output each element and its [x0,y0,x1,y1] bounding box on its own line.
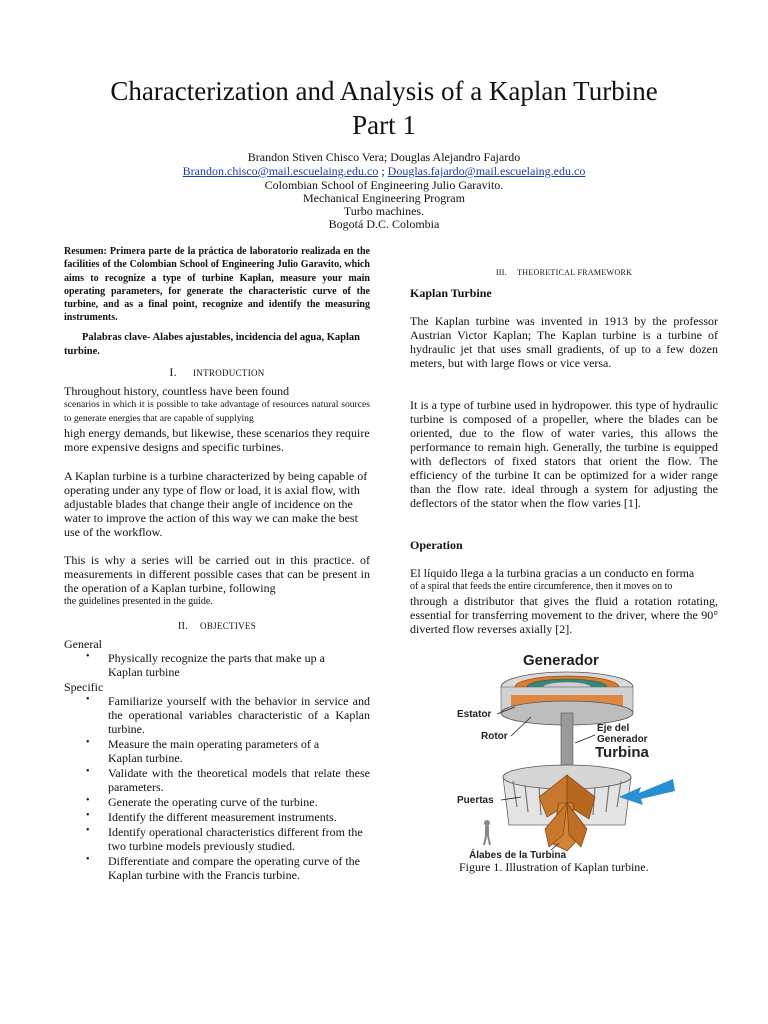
affiliation-4: Bogotá D.C. Colombia [328,217,440,231]
label-eje: Eje del [597,723,630,734]
label-rotor: Rotor [481,731,508,742]
intro-p3-tail: the guidelines presented in the guide. [64,596,213,607]
affiliation-3: Turbo machines. [343,204,425,218]
operation-paragraph [410,566,718,636]
operation-line-a: El líquido llega a la turbina gracias a un conducto en forma [410,566,695,580]
emails [0,164,768,178]
section-title: THEORETICAL FRAMEWORK [517,268,633,277]
label-eje-2: Generador [597,734,648,745]
label-turbina: Turbina [595,744,649,761]
operation-line-b: of a spiral that feeds the entire circumference, then it moves on to [410,581,673,592]
intro-p3-main: This is why a series will be carried out in this practice. of measurements in different possible cases that can be present in the operation of a Kaplan turbine, following [64,553,370,595]
list-item: • Differentiate and compare the operating curve of the Kaplan turbine with the Francis turbine. [64,854,370,882]
list-item: • Identify operational characteristics different from the two turbine models previously studied. [64,825,370,853]
section-heading-framework [410,266,718,280]
person-icon [484,820,490,845]
section-heading-objectives [64,619,370,634]
title-line-2: Part 1 [352,110,416,140]
email-link-1[interactable]: Brandon.chisco@mail.escuelaing.edu.co [182,164,379,178]
intro-line-b: scenarios in which it is possible to take advantage of resources natural sources to generate energies that are capable of supplying [64,399,370,424]
list-item: • Physically recognize the parts that make up a Kaplan turbine [64,651,330,679]
intro-line-a: Throughout history, countless have been found [64,384,290,398]
affiliation-2: Mechanical Engineering Program [303,191,465,205]
section-title: INTRODUCTION [193,368,265,378]
keywords: Palabras clave- Alabes ajustables, incidencia del agua, Kaplan turbine. [64,332,360,357]
operation-heading: Operation [410,538,463,552]
list-item: • Validate with the theoretical models that relate these parameters. [64,766,370,794]
section-number: III. [495,268,508,277]
objectives [64,637,370,883]
abstract: Resumen: Primera parte de la práctica de laboratorio realizada en the facilities of the Colombian School of Engineering Julio Garavito, which aims to recognize a type of turbine Kaplan, measure your main operating parameters, for generate the characteristic curve of the turbine, and as a final point, recognize and identify the measuring instruments. [64,246,370,324]
affiliation-1: Colombian School of Engineering Julio Garavito. [264,178,504,192]
section-number: II. [177,621,189,632]
general-list [64,651,370,679]
kaplan-turbine-illustration [455,647,687,862]
intro-paragraph-2: A Kaplan turbine is a turbine characterized by being capable of operating under any type of flow or load, it is axial flow, with adjustable blades that change their angle of incidence on the water to improve the action of this way we can make the best use of the workflow. [64,469,368,539]
paper-title [0,74,768,142]
intro-line-c: high energy demands, but likewise, these scenarios they require more expensive designs and specific turbines. [64,426,370,454]
section-heading-introduction [64,365,370,380]
section-title: OBJECTIVES [200,621,257,631]
intro-paragraph-3 [64,553,370,609]
title-line-1: Characterization and Analysis of a Kaplan Turbine [110,76,658,106]
general-label: General [64,637,102,651]
operation-line-c: through a distributor that gives the fluid a rotation rotating, essential for transferring movement to the driver, where the 90° diverted flow reverses axially [2]. [410,594,718,636]
specific-label: Specific [64,680,104,694]
label-generador: Generador [523,652,599,669]
list-item: • Familiarize yourself with the behavior in service and the operational variables characteristic of a Kaplan turbine. [64,694,370,736]
email-separator: ; [378,164,388,178]
figure-caption: Figure 1. Illustration of Kaplan turbine. [459,860,649,874]
label-alabes: Álabes de la Turbina [469,850,567,861]
specific-list [64,694,370,882]
kaplan-heading: Kaplan Turbine [410,286,492,300]
label-estator: Estator [457,709,492,720]
list-item: • Identify the different measurement instruments. [64,810,370,824]
kaplan-paragraph-2: It is a type of turbine used in hydropower. this type of hydraulic turbine is composed of a propeller, where the blades can be oriented, due to the flow of water varies, this allows the performance to remain high. Generally, the turbine is equipped with deflectors of fixed stators that orient the flow. The efficiency of the turbine It can be optimized for a wider range than the flow rate. ideal through a system for adjusting the deflectors of the stator when the flow varies [1]. [410,398,718,510]
section-number: I. [169,365,177,379]
intro-paragraph-1 [64,384,370,454]
list-item: • Measure the main operating parameters of a Kaplan turbine. [64,737,370,765]
authors: Brandon Stiven Chisco Vera; Douglas Alejandro Fajardo [247,150,521,164]
list-item: • Generate the operating curve of the turbine. [64,795,370,809]
label-puertas: Puertas [457,795,494,806]
kaplan-paragraph-1: The Kaplan turbine was invented in 1913 by the professor Austrian Victor Kaplan; The Kaplan turbine is a turbine of hydraulic jet that uses small gradients, of up to a few dozen meters, but with large flows or vice versa. [410,314,718,370]
email-link-2[interactable]: Douglas.fajardo@mail.escuelaing.edu.co [387,164,586,178]
